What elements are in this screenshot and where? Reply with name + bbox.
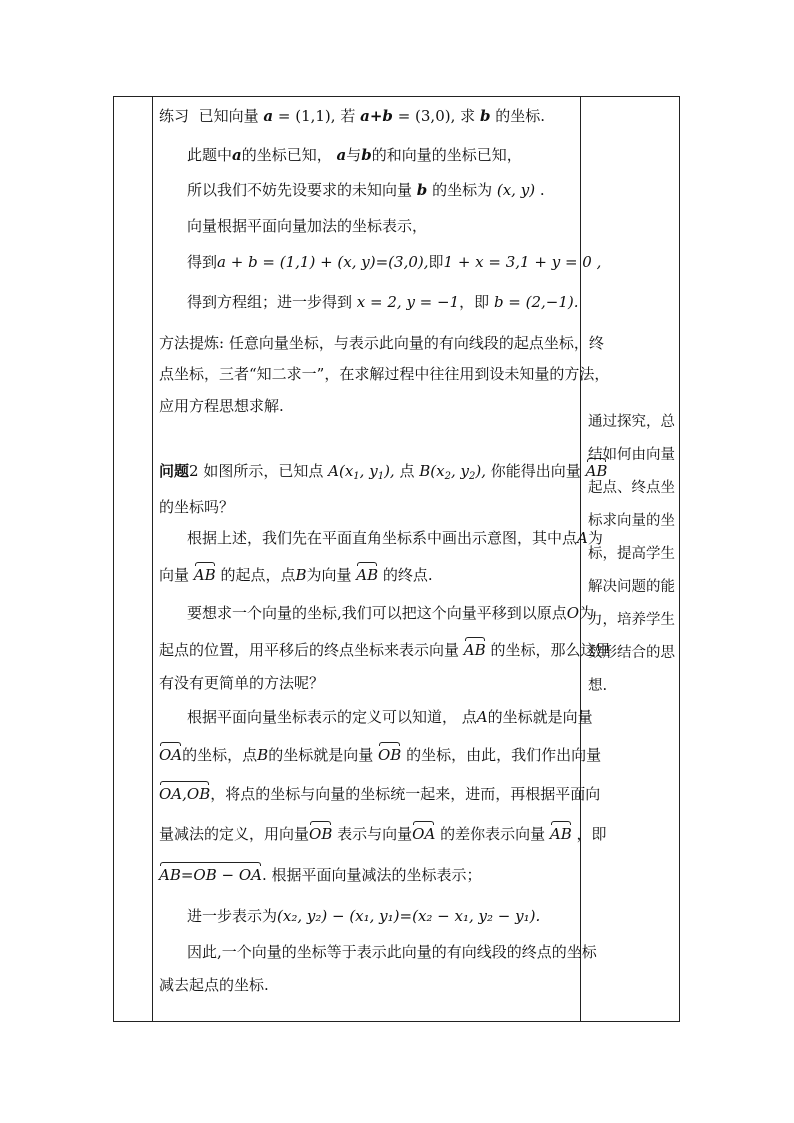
side-note-line: 解决问题的能: [588, 579, 675, 595]
q2-para-5-line-1: 因此,一个向量的坐标等于表示此向量的有向线段的终点的坐标: [187, 943, 597, 961]
vector-ab: AB: [549, 825, 572, 843]
q2-para-4: 进一步表示为(x₂, y₂) − (x₁, y₁)=(x₂ − x₁, y₂ − y₁).: [187, 907, 541, 925]
question-2-line-2: 的坐标吗？: [159, 498, 235, 516]
vector-ab: AB: [585, 462, 608, 480]
q2-para-5-line-2: 减去起点的坐标.: [159, 976, 269, 994]
method-line-3: 应用方程思想求解.: [159, 397, 284, 415]
method-line-1: 方法提炼: 任意向量坐标，与表示此向量的有向线段的起点坐标，终: [159, 334, 604, 352]
method-line-2: 点坐标，三者“知二求一”，在求解过程中往往用到设未知量的方法，: [159, 365, 610, 383]
side-note-line: 起点、终点坐: [588, 480, 675, 496]
side-note-line: 通过探究，总: [588, 414, 675, 430]
question-2-label: 问题: [159, 462, 190, 480]
vector-ob: OB: [309, 825, 333, 843]
vector-equation: AB=OB − OA: [159, 866, 262, 884]
vector-ob: OB: [377, 746, 402, 764]
vector-oa: OA: [159, 746, 183, 764]
vector-oa: OA: [412, 825, 436, 843]
q2-para-2-line-3: 有没有更简单的方法呢？: [159, 674, 325, 692]
q2-para-3-line-2: OA的坐标，点B的坐标就是向量 OB 的坐标，由此，我们作出向量: [159, 746, 602, 764]
q2-para-3-line-1: 根据平面向量坐标表示的定义可以知道， 点A的坐标就是向量: [187, 708, 593, 726]
q2-para-3-line-5: AB=OB − OA. 根据平面向量减法的坐标表示；: [159, 866, 482, 884]
column-divider-right: [580, 97, 581, 1021]
side-note-line: 结如何由向量: [588, 447, 675, 463]
paragraph-5: 得到方程组；进一步得到 x = 2, y = −1，即 b = (2,−1).: [187, 293, 579, 311]
vector-oa-ob: OA,OB: [159, 785, 211, 803]
paragraph-4: 得到a + b = (1,1) + (x, y)=(3,0),即1 + x = 3,1 + y = 0 ,: [187, 253, 602, 271]
paragraph-3: 向量根据平面向量加法的坐标表示，: [187, 217, 428, 235]
side-note-line: 标求向量的坐: [588, 513, 675, 529]
q2-para-2-line-1: 要想求一个向量的坐标,我们可以把这个向量平移到以原点O为: [187, 604, 595, 622]
q2-para-1-line-1: 根据上述，我们先在平面直角坐标系中画出示意图，其中点A为: [187, 529, 603, 547]
column-divider-left: [152, 97, 153, 1021]
q2-para-1-line-2: 向量 AB 的起点，点B为向量 AB 的终点.: [159, 566, 433, 584]
vector-ab: AB: [193, 566, 216, 584]
side-note-line: 想.: [588, 678, 608, 694]
practice-label: 练习: [159, 107, 190, 125]
vector-ab: AB: [356, 566, 379, 584]
question-2-line-1: 问题2 如图所示，已知点 $A(x_1$, $y_1$), 点 $B(x_2$, $y_2$), 你能得出向量 AB: [159, 462, 608, 482]
practice-line: 练习 已知向量 a = (1,1), 若 a+b = (3,0), 求 b 的坐标.: [159, 107, 545, 125]
q2-para-2-line-2: 起点的位置，用平移后的终点坐标来表示向量 AB 的坐标，那么这里: [159, 641, 611, 659]
paragraph-2: 所以我们不妨先设要求的未知向量 b 的坐标为 (x, y) .: [187, 181, 545, 199]
q2-para-3-line-3: OA,OB，将点的坐标与向量的坐标统一起来，进而，再根据平面向: [159, 785, 601, 803]
side-note-line: 力，培养学生: [588, 612, 675, 628]
side-note-line: 数形结合的思: [588, 645, 675, 661]
paragraph-1: 此题中a的坐标已知， a与b的和向量的坐标已知，: [187, 146, 522, 164]
vector-ab: AB: [463, 641, 486, 659]
q2-para-3-line-4: 量减法的定义，用向量OB 表示与向量OA 的差你表示向量 AB ，即: [159, 825, 607, 843]
side-note-line: 标，提高学生: [588, 546, 675, 562]
